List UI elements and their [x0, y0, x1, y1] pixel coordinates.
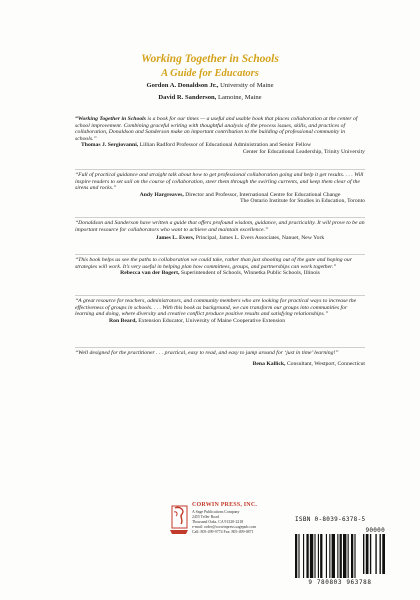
publisher-block: [168, 500, 278, 545]
quote-attribution: James L. Evers, Principal, James L. Evers Associates, Nanuet, New York: [155, 235, 325, 242]
author-name: Gordon A. Donaldson Jr.,: [146, 82, 219, 89]
publisher-line: e-mail: order@corwinpress.sagepub.com: [192, 525, 256, 529]
corwin-logo-icon: [168, 502, 190, 536]
barcode-bar: [375, 534, 376, 574]
quote-text: “Donaldson and Sanderson have written a guide that offers profound wisdom, guidance, and practicality. It will prove to be an important resource for collaborators who want to achieve and maintain excellence.”: [75, 220, 365, 233]
divider: [75, 217, 365, 218]
barcode-bar: [303, 534, 304, 578]
divider: [75, 169, 365, 170]
quote-text: “A great resource for teachers, administrators, and community members who are looking for practical ways to increase the effectiveness of groups in schools. . . . With this book as background, we can transform our groups into communities for learning and doing, where diversity and creative conflict produce positive results and satisfying relationships.”: [75, 298, 357, 318]
book-subtitle: A Guide for Educators: [161, 68, 259, 79]
barcode-bar: [318, 534, 319, 578]
quote-attribution: Ron Beard, Extension Educator, University of Maine Cooperative Extension: [109, 317, 286, 324]
publisher-line: 2455 Teller Road: [192, 515, 219, 519]
quote-text: “Full of practical guidance and straight talk about how to get professional collaboration going and help it get results. . . . Will inspire readers to set sail on the course of collaboration, steer them through the swirling currents, and keep them clear of the sirens and rocks.”: [75, 172, 364, 192]
endorsement-quote: [75, 257, 365, 277]
barcode-block: [295, 516, 385, 592]
quote-attribution: Bena Kallick, Consultant, Westport, Connecticut: [252, 360, 365, 367]
barcode-bar: [343, 534, 346, 578]
publisher-name: CORWIN PRESS, INC.: [192, 502, 258, 508]
price-code: 90000: [365, 527, 385, 534]
publisher-line: Call: 805-499-9774 Fax: 805-499-0871: [192, 530, 254, 534]
barcode-bar: [314, 534, 315, 578]
book-title: Working Together in Schools: [141, 53, 279, 65]
publisher-line: Thousand Oaks, CA 91320-2218: [192, 520, 244, 524]
author-affiliation: Lamoine, Maine: [217, 94, 262, 101]
quote-attribution: Thomas J. Sergiovanni, Lillian Radford Professor of Educational Administration and Senior Fellow: [81, 142, 312, 149]
barcode-bar: [380, 534, 381, 574]
endorsement-quote: [75, 350, 365, 367]
quote-text: “This book helps us see the paths to collaboration we could take, rather than just shooting out of the gate and hoping our strategies will work. It’s very useful in helping plan how committees, groups, and partnerships can work together.”: [75, 257, 352, 270]
barcode-bar: [354, 534, 355, 578]
barcode-bar: [351, 534, 353, 578]
quote-text: “Well designed for the practitioner . . . practical, easy to read, and easy to jump around for ‘just in time’ learning!”: [75, 350, 339, 356]
barcode-bar: [306, 534, 308, 578]
barcode-bar: [295, 534, 297, 578]
barcode-bar: [382, 534, 385, 574]
divider: [75, 347, 365, 348]
endorsement-quote: [75, 298, 365, 324]
quote-attribution: Andy Hargreaves, Director and Professor, International Centre for Educational Change: [139, 191, 341, 198]
barcode-bar: [366, 534, 369, 574]
barcode-bar: [329, 534, 330, 578]
barcode-icon: [295, 534, 385, 578]
barcode-bar: [332, 534, 335, 578]
publisher-line: A Sage Publications Company: [192, 510, 240, 514]
barcode-bar: [326, 534, 327, 578]
quote-text: “Working Together in Schools is a book for our times — a useful and usable book that places collaboration at the center of school improvement. Combining graceful writing with thoughtful analysis of the process issues, skills, and practices of collaboration, Donaldson and Sanderson make an important contribution to the building of professional community in schools.”: [75, 116, 358, 142]
divider: [75, 295, 365, 296]
endorsement-quote: [75, 116, 365, 156]
author-1: [0, 82, 420, 89]
author-2: [0, 94, 420, 101]
barcode-bar: [370, 534, 371, 574]
barcode-bar: [298, 534, 299, 578]
author-affiliation: University of Maine: [220, 82, 274, 89]
barcode-bar: [340, 534, 342, 578]
endorsement-quote: [75, 172, 365, 205]
barcode-bar: [320, 534, 322, 578]
quote-attribution-line2: Center for Educational Leadership, Trinity University: [242, 148, 365, 155]
quote-book-title: “Working Together in Schools: [75, 116, 146, 122]
endorsement-quote: [75, 220, 365, 242]
isbn-number: ISBN 0-8039-6378-5: [295, 516, 366, 523]
divider: [75, 254, 365, 255]
barcode-bar: [348, 534, 349, 578]
author-name: David R. Sanderson,: [158, 94, 217, 101]
barcode-bar: [363, 534, 364, 574]
barcode-bar: [337, 534, 338, 578]
quote-attribution: Rebecca van der Bogert, Superintendent of Schools, Winnetka Public Schools, Illinois: [120, 270, 320, 277]
barcode-bar: [310, 534, 313, 578]
quote-attribution-line2: The Ontario Institute for Studies in Education, Toronto: [240, 198, 365, 205]
barcode-digits: 9 780803 963788: [308, 579, 372, 586]
